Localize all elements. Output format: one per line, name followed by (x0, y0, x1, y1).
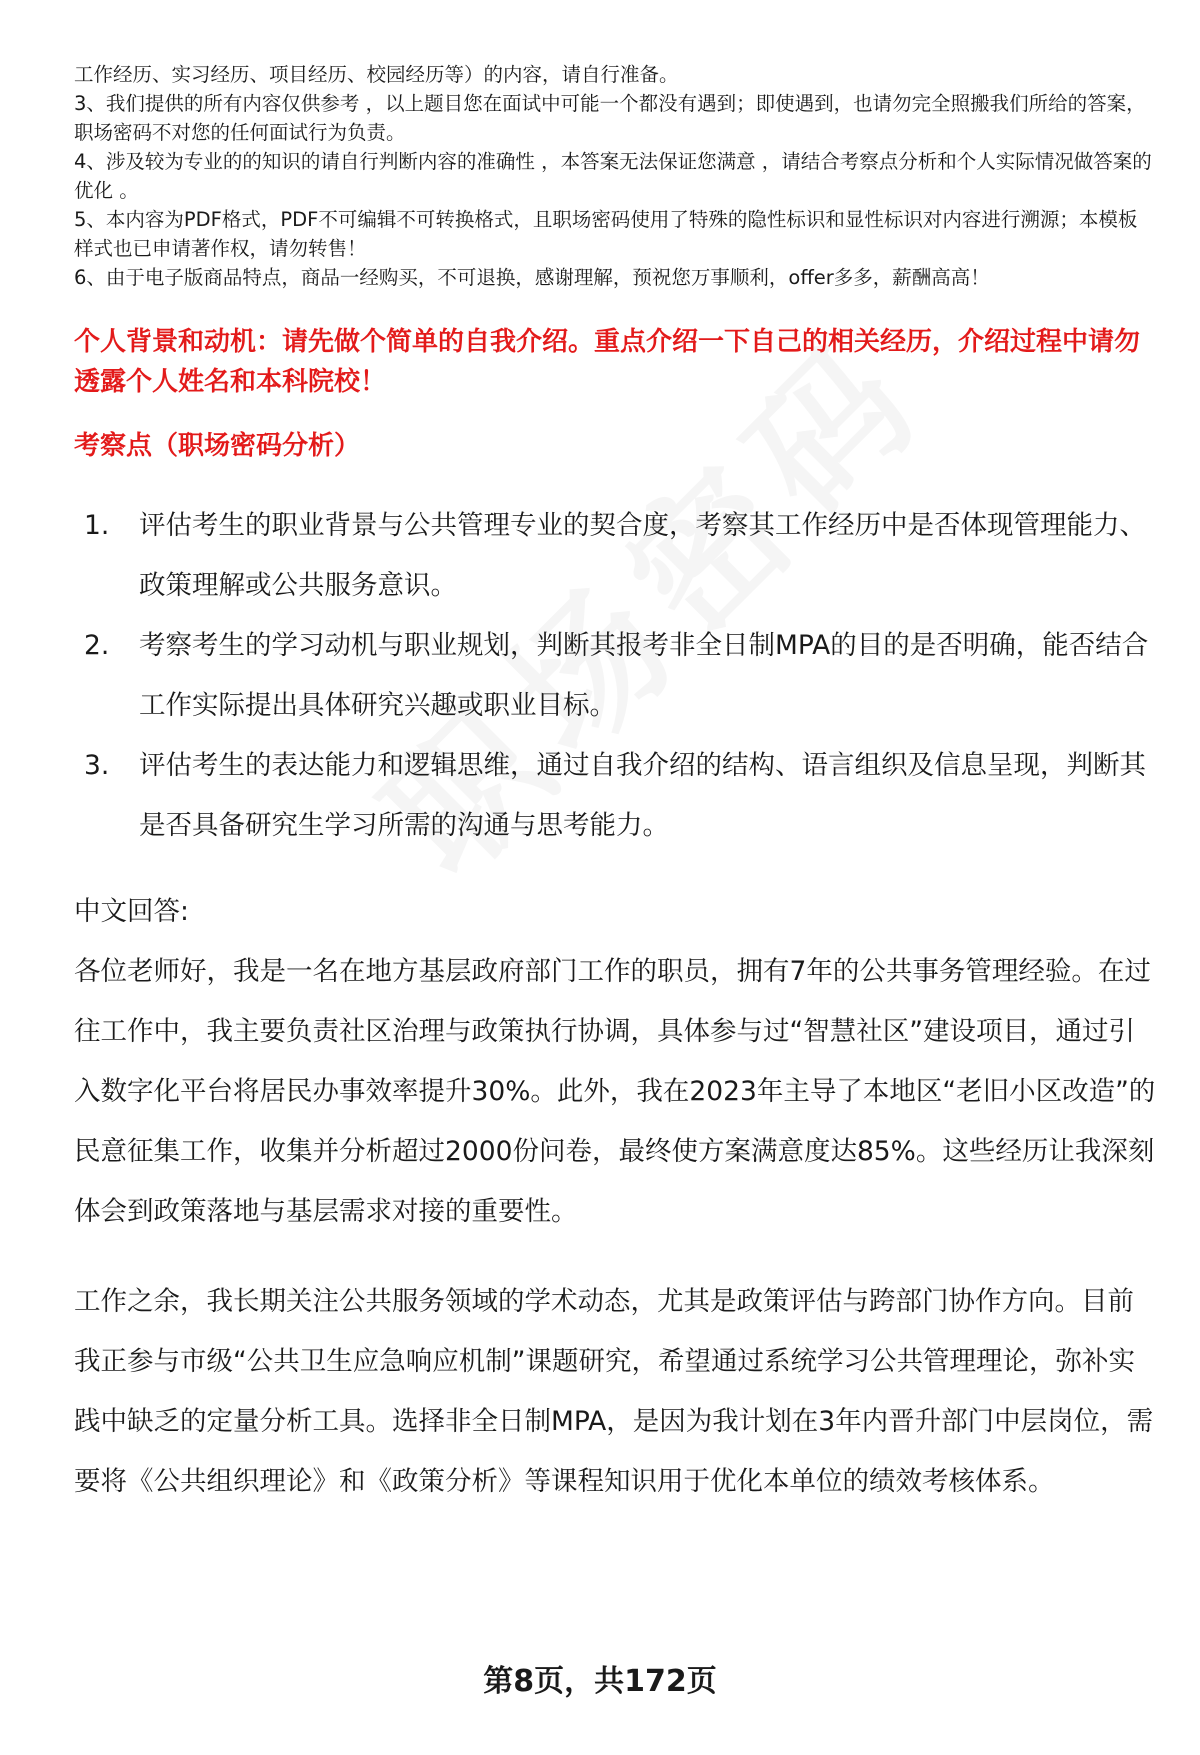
document-body (74, 60, 1156, 1512)
list-text: 评估考生的表达能力和逻辑思维，通过自我介绍的结构、语言组织及信息呈现，判断其是否具备研究生学习所需的沟通与思考能力。 (139, 750, 1146, 841)
notice-line: 3、我们提供的所有内容仅供参考 ，以上题目您在面试中可能一个都没有遇到；即使遇到，也请勿完全照搬我们所给的答案，职场密码不对您的任何面试行为负责。 (74, 92, 1146, 144)
answer-paragraph: 工作之余，我长期关注公共服务领域的学术动态，尤其是政策评估与跨部门协作方向。目前我正参与市级“公共卫生应急响应机制”课题研究，希望通过系统学习公共管理理论，弥补实践中缺乏的定量分析工具。选择非全日制MPA，是因为我计划在3年内晋升部门中层岗位，需要将《公共组织理论》和《政策分析》等课程知识用于优化本单位的绩效考核体系。 (74, 1286, 1154, 1497)
answer-heading: 中文回答: (74, 896, 189, 927)
list-number: 3. (84, 750, 110, 781)
notice-line: 工作经历、实习经历、项目经历、校园经历等）的内容，请自行准备。 (74, 63, 679, 86)
list-text: 评估考生的职业背景与公共管理专业的契合度，考察其工作经历中是否体现管理能力、政策理解或公共服务意识。 (139, 510, 1146, 601)
notice-line: 4、涉及较为专业的的知识的请自行判断内容的准确性 ，本答案无法保证您满意 ，请结合考察点分析和个人实际情况做答案的优化 。 (74, 150, 1152, 202)
notice-block (74, 60, 1156, 292)
page-number: 第8页，共172页 (483, 1664, 717, 1699)
list-number: 1. (84, 510, 110, 541)
notice-line: 6、由于电子版商品特点，商品一经购买，不可退换，感谢理解，预祝您万事顺利，offer多多，薪酬高高！ (74, 266, 990, 289)
list-item (84, 616, 1156, 736)
interview-question: 个人背景和动机：请先做个简单的自我介绍。重点介绍一下自己的相关经历，介绍过程中请勿透露个人姓名和本科院校！ (74, 327, 1141, 397)
assessment-points (74, 496, 1156, 856)
section-title: 考察点（职场密码分析） (74, 431, 361, 461)
list-text: 考察考生的学习动机与职业规划，判断其报考非全日制MPA的目的是否明确，能否结合工作实际提出具体研究兴趣或职业目标。 (139, 630, 1149, 721)
notice-line: 5、本内容为PDF格式，PDF不可编辑不可转换格式，且职场密码使用了特殊的隐性标识和显性标识对内容进行溯源；本模板样式也已申请著作权，请勿转售！ (74, 208, 1138, 260)
answer-paragraph: 各位老师好，我是一名在地方基层政府部门工作的职员，拥有7年的公共事务管理经验。在过往工作中，我主要负责社区治理与政策执行协调，具体参与过“智慧社区”建设项目，通过引入数字化平台将居民办事效率提升30%。此外，我在2023年主导了本地区“老旧小区改造”的民意征集工作，收集并分析超过2000份问卷，最终使方案满意度达85%。这些经历让我深刻体会到政策落地与基层需求对接的重要性。 (74, 956, 1156, 1227)
list-item (84, 496, 1156, 616)
list-number: 2. (84, 630, 110, 661)
list-item (84, 736, 1156, 856)
